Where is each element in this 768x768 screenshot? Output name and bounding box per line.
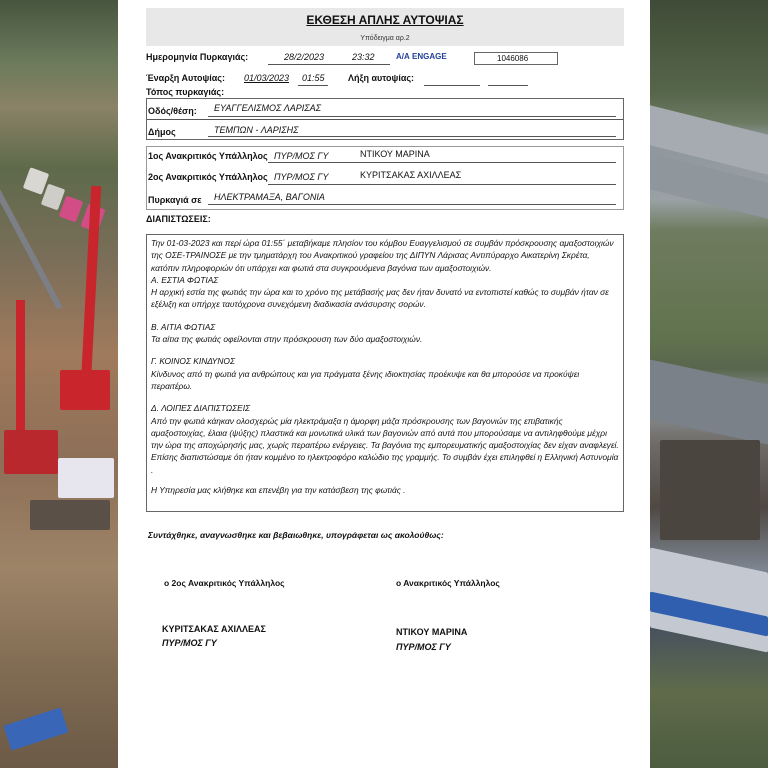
crane-boom [16, 300, 25, 450]
report-title: ΕΚΘΕΣΗ ΑΠΛΗΣ ΑΥΤΟΨΙΑΣ [306, 13, 464, 27]
officer1-name: ΝΤΙΚΟΥ ΜΑΡΙΝΑ [360, 149, 430, 159]
burnt-wreckage [660, 440, 760, 540]
findings-intro: Την 01-03-2023 και περί ώρα 01:55΄ μεταβήκαμε πλησίον του κόμβου Ευαγγελισμού σε συμβάν πρόσκρουσης αμαξοστοιχιών της ΟΣΕ-ΤΡΑΙΝΟΣΕ με την τμηματάρχη του Ανακριτικού γραφείου της ΔΙΠΥΝ Λάρισας Αντιπύραρχο Αικατερίνη Σκρέτα, κατόπιν πληροφοριών ότι υπάρχει και φωτιά στα συγκρουόμενα βαγόνια των αμαξοστοιχιών. [151, 238, 614, 273]
findings-text-b: Τα αίτια της φωτιάς οφείλονται στην πρόσκρουση των δύο αμαξοστοιχιών. [151, 334, 423, 345]
start-time-line [298, 85, 328, 86]
findings-text-a: Η αρχική εστία της φωτιάς την ώρα και το χρόνο της μετάβασής μας δεν ήταν δυνατό να εντοπιστεί καθώς το συμβάν ήταν σε εξέλιξη και υπήρχε ταυτόχρονα συνεχόμενη διαδικασία ανάσυρσης σορών. [151, 287, 609, 310]
rail-track [0, 130, 63, 309]
findings-closing: Η Υπηρεσία μας κλήθηκε και επενέβη για την κατάσβεση της φωτιάς . [151, 485, 406, 496]
fire-time-value: 23:32 [352, 52, 375, 62]
closing-statement: Συντάχθηκε, αναγνωσθηκε και βεβαιωθηκε, υπογράφεται ως ακολούθως: [148, 530, 444, 540]
street-line [208, 116, 616, 117]
freight-wagon [59, 196, 83, 223]
engage-number-box [474, 52, 558, 65]
start-time-value: 01:55 [302, 73, 325, 83]
findings-text-c: Κίνδυνος από τη φωτιά για ανθρώπους και για πράγματα ξένης ιδιοκτησίας προέκυψε και θα μπορούσε να προκύψει περαιτέρω. [151, 368, 580, 391]
officer2-line [268, 184, 616, 185]
end-label: Λήξη αυτοψίας: [348, 73, 415, 83]
location-label: Τόπος πυρκαγιάς: [146, 87, 225, 97]
municipality-line [208, 136, 616, 137]
start-date-value: 01/03/2023 [244, 73, 290, 83]
findings-heading-b: Β. ΑΙΤΙΑ ΦΩΤΙΑΣ [151, 321, 216, 332]
street-value: ΕΥΑΓΓΕΛΙΣΜΟΣ ΛΑΡΙΣΑΣ [214, 103, 322, 113]
fire-date-label: Ημερομηνία Πυρκαγιάς: [146, 52, 249, 62]
findings-box [146, 234, 624, 512]
report-header [146, 8, 624, 46]
end-time-line [488, 85, 528, 86]
officer1-label: 1ος Ανακριτικός Υπάλληλος [148, 151, 268, 161]
background-photo-left [0, 0, 118, 768]
damaged-wagon [58, 458, 114, 498]
officer2-rank: ΠΥΡ/ΜΟΣ ΓΥ [274, 172, 329, 182]
signature-left-rank: ΠΥΡ/ΜΟΣ ΓΥ [162, 638, 217, 648]
fire-in-line [208, 204, 616, 205]
debris [3, 707, 68, 750]
crane-truck [60, 370, 110, 410]
highway [650, 359, 768, 444]
signature-left-title: ο 2ος Ανακριτικός Υπάλληλος [164, 578, 285, 588]
fire-date-value: 28/2/2023 [284, 52, 325, 62]
signature-right-title: ο Ανακριτικός Υπάλληλος [396, 578, 500, 588]
inspection-report [118, 0, 650, 768]
officer1-rank: ΠΥΡ/ΜΟΣ ΓΥ [274, 151, 329, 161]
debris [30, 500, 110, 530]
engage-number: 1046086 [497, 54, 529, 63]
findings-heading-d: Δ. ΛΟΙΠΕΣ ΔΙΑΠΙΣΤΩΣΕΙΣ [151, 403, 251, 414]
fire-time-line [344, 64, 390, 65]
street-label: Οδός/θέση: [148, 106, 197, 116]
findings-label: ΔΙΑΠΙΣΤΩΣΕΙΣ: [146, 214, 211, 224]
crane-truck [4, 430, 58, 474]
findings-text-d: Από την φωτιά κάηκαν ολοσχερώς μία ηλεκτράμαξα η άμορφη μάζα πρόσκρουσης των βαγονιών της επιβατικής αμαξοστοιχίας, έλαια (ψύξης) πλαστικά και μονωτικά υλικά των βαγονιών από αυτά που μπορούσαμε να αντιληφθούμε μέχρι την ώρα της αποχώρησής μας, χωρίς περαιτέρω ενέργειες. Τα βαγόνια της εμπορευματικής αμαξοστοιχίας δεν είχαν αναφλεγεί. Επίσης διαπιστώσαμε ότι ήταν κομμένο το ηλεκτροφόρο καλώδιο της γραμμής. Το συμβάν έχει επιληφθεί η Ελληνική Αστυνομία . [151, 415, 619, 475]
findings-heading-c: Γ. ΚΟΙΝΟΣ ΚΙΝΔΥΝΟΣ [151, 356, 235, 367]
findings-heading-a: Α. ΕΣΤΙΑ ΦΩΤΙΑΣ [151, 274, 219, 285]
fire-in-value: ΗΛΕΚΤΡΑΜΑΞΑ, ΒΑΓΟΝΙΑ [214, 192, 325, 202]
officer2-name: ΚΥΡΙΤΣΑΚΑΣ ΑΧΙΛΛΕΑΣ [360, 170, 462, 180]
municipality-label: Δήμος [148, 127, 176, 137]
signature-left-name: ΚΥΡΙΤΣΑΚΑΣ ΑΧΙΛΛΕΑΣ [162, 624, 266, 634]
engage-label: Α/Α ENGAGE [396, 52, 447, 61]
location-divider [147, 119, 623, 120]
signature-right-name: ΝΤΙΚΟΥ ΜΑΡΙΝΑ [396, 627, 468, 637]
background-photo-right [650, 0, 768, 768]
fire-in-label: Πυρκαγιά σε [148, 195, 202, 205]
signature-right-rank: ΠΥΡ/ΜΟΣ ΓΥ [396, 642, 451, 652]
end-date-line [424, 85, 480, 86]
officer2-label: 2ος Ανακριτικός Υπάλληλος [148, 172, 268, 182]
report-subtitle: Υπόδειγμα αρ.2 [360, 35, 410, 42]
start-label: Έναρξη Αυτοψίας: [146, 73, 225, 83]
municipality-value: ΤΕΜΠΩΝ - ΛΑΡΙΣΗΣ [214, 125, 299, 135]
officer1-line [268, 162, 616, 163]
